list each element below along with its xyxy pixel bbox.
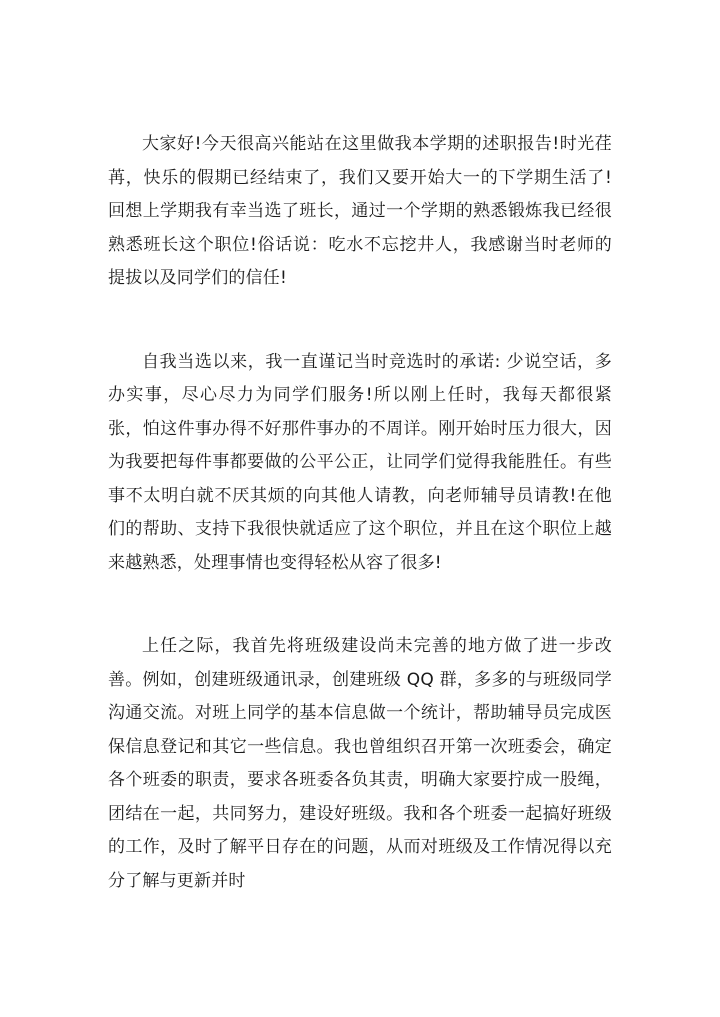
paragraph-2: 自我当选以来，我一直谨记当时竞选时的承诺: 少说空话，多办实事，尽心尽力为同学们服务!所以刚上任时，我每天都很紧张，怕这件事办得不好那件事办的不周详。刚开始时压力很大，因为我要把每件事都要做的公平公正，让同学们觉得我能胜任。有些事不太明白就不厌其烦的向其他人请教，向老师辅导员请教!在他们的帮助、支持下我很快就适应了这个职位，并且在这个职位上越来越熟悉，处理事情也变得轻松从容了很多! — [108, 351, 612, 573]
paragraph-3: 上任之际，我首先将班级建设尚未完善的地方做了进一步改善。例如，创建班级通讯录，创建班级 QQ 群，多多的与班级同学沟通交流。对班上同学的基本信息做一个统计，帮助辅导员完成医保信息登记和其它一些信息。我也曾组织召开第一次班委会，确定各个班委的职责，要求各班委各负其责，明确大家要拧成一股绳，团结在一起，共同努力，建设好班级。我和各个班委一起搞好班级的工作，及时了解平日存在的问题，从而对班级及工作情况得以充分了解与更新并时 — [108, 636, 612, 891]
document-body — [108, 128, 612, 898]
paragraph-1: 大家好!今天很高兴能站在这里做我本学期的述职报告!时光荏苒，快乐的假期已经结束了，我们又要开始大一的下学期生活了!回想上学期我有幸当选了班长，通过一个学期的熟悉锻炼我已经很熟悉班长这个职位!俗话说：吃水不忘挖井人，我感谢当时老师的提拔以及同学们的信任! — [108, 134, 612, 288]
